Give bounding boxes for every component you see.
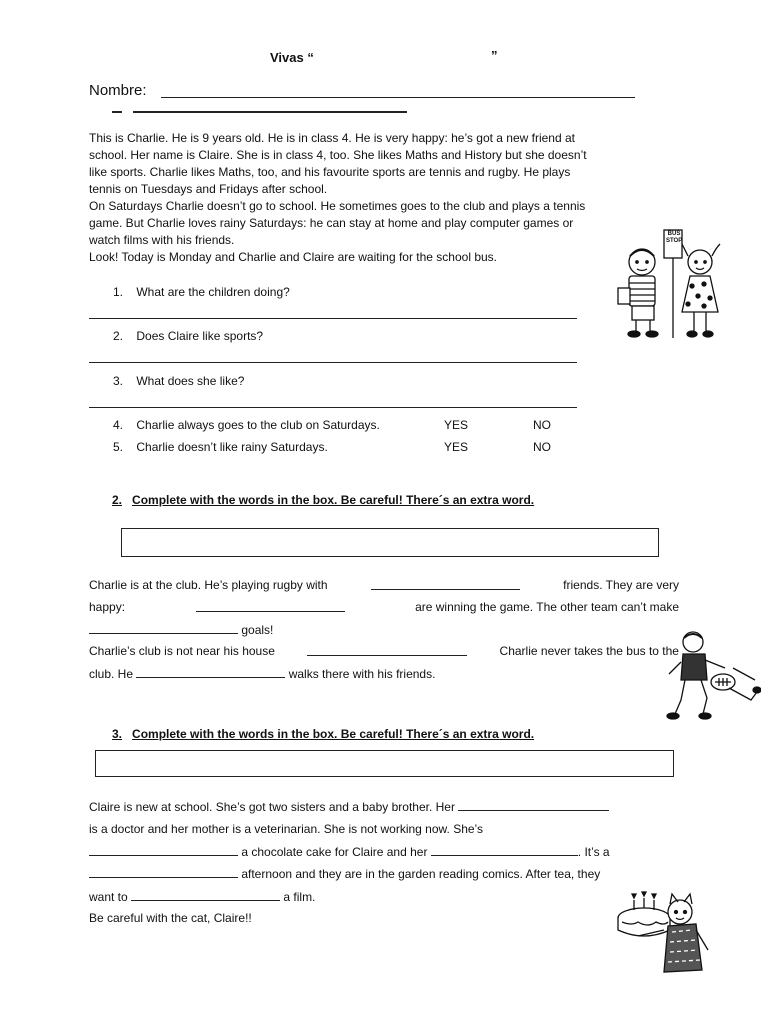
question-number: 3.: [113, 374, 124, 388]
paragraph-line: school. Her name is Claire. She is in class 4, too. She likes Maths and History but she doesn’t: [89, 148, 587, 162]
section-2-heading: [112, 493, 534, 507]
section-3-line-3: [89, 843, 610, 861]
text-fragment: Charlie never takes the bus to the: [499, 644, 679, 658]
question-2: [113, 329, 263, 343]
question-number: 4.: [113, 418, 124, 432]
bus-stop-sign: [666, 231, 682, 245]
text-fragment: . It’s a: [577, 845, 610, 859]
text-fragment: a chocolate cake for Claire and her: [241, 845, 428, 859]
section-2-line-4: [89, 643, 679, 660]
question-number: 5.: [113, 440, 124, 454]
question-text: Charlie always goes to the club on Saturdays.: [136, 418, 380, 432]
text-fragment: a film.: [283, 890, 316, 904]
sign-text-bus: BUS: [667, 231, 681, 237]
paragraph-line: This is Charlie. He is 9 years old. He is in class 4. He is very happy: he’s got a new friend at: [89, 131, 575, 145]
section-3-line-2: [89, 821, 483, 838]
paragraph-line: like sports. Charlie likes Maths, too, and his favourite sports are tennis and rugby. He plays: [89, 165, 571, 179]
paragraph-line: game. But Charlie loves rainy Saturdays: he can stay at home and play computer games or: [89, 216, 574, 230]
vivas-label: Vivas “: [270, 50, 314, 65]
section-3-line-1: [89, 798, 609, 816]
text-fragment: Charlie’s club is not near his house: [89, 644, 275, 658]
question-text: Charlie doesn’t like rainy Saturdays.: [136, 440, 328, 454]
section-2-line-2: [89, 599, 679, 616]
blank-field[interactable]: [89, 621, 238, 634]
reading-paragraph: [89, 130, 587, 266]
section-3-heading: [112, 727, 534, 741]
text-fragment: is a doctor and her mother is a veterinarian. She is not working now. She’s: [89, 822, 483, 836]
no-option-5[interactable]: NO: [533, 440, 551, 454]
blank-field[interactable]: [458, 798, 609, 811]
question-4: [113, 418, 380, 432]
paragraph-line: watch films with his friends.: [89, 233, 235, 247]
rugby-players-illustration: [655, 628, 761, 720]
answer-line-1[interactable]: [89, 318, 577, 319]
question-number: 1.: [113, 285, 124, 299]
nombre-label: Nombre:: [89, 82, 147, 99]
blank-field[interactable]: [89, 865, 238, 878]
question-3: [113, 374, 244, 388]
text-fragment: goals!: [241, 623, 274, 637]
text-fragment: happy:: [89, 600, 126, 614]
dash-mark: [112, 111, 122, 113]
blank-field[interactable]: [89, 843, 238, 856]
vivas-close-quote: ”: [491, 48, 498, 63]
text-fragment: walks there with his friends.: [288, 667, 436, 681]
paragraph-line: On Saturdays Charlie doesn’t go to school. He sometimes goes to the club and plays a tennis: [89, 199, 586, 213]
sign-text-stop: STOP: [666, 238, 683, 244]
blank-field[interactable]: [307, 643, 467, 656]
word-box-2: [121, 528, 659, 557]
section-2-line-3: [89, 621, 273, 639]
blank-field[interactable]: [371, 577, 520, 590]
section-title: Complete with the words in the box. Be careful! There´s an extra word.: [132, 493, 535, 507]
second-name-line[interactable]: [133, 111, 407, 113]
section-3-line-4: [89, 865, 600, 883]
question-1: [113, 285, 290, 299]
blank-field[interactable]: [136, 665, 285, 678]
text-fragment: want to: [89, 890, 128, 904]
no-option-4[interactable]: NO: [533, 418, 551, 432]
cake-cat-illustration: [608, 890, 714, 990]
question-text: What are the children doing?: [136, 285, 290, 299]
text-fragment: Claire is new at school. She’s got two sisters and a baby brother. Her: [89, 800, 455, 814]
text-fragment: friends. They are very: [563, 578, 679, 592]
answer-line-2[interactable]: [89, 362, 577, 363]
answer-line-3[interactable]: [89, 407, 577, 408]
yes-option-4[interactable]: YES: [444, 418, 469, 432]
section-number: 2.: [112, 493, 123, 507]
section-number: 3.: [112, 727, 123, 741]
blank-field[interactable]: [131, 888, 280, 901]
blank-field[interactable]: [196, 599, 345, 612]
text-fragment: afternoon and they are in the garden reading comics. After tea, they: [241, 867, 601, 881]
section-3-line-6: Be careful with the cat, Claire!!: [89, 911, 252, 925]
paragraph-line: tennis on Tuesdays and Fridays after school.: [89, 182, 328, 196]
blank-field[interactable]: [431, 843, 578, 856]
paragraph-line: Look! Today is Monday and Charlie and Claire are waiting for the school bus.: [89, 250, 498, 264]
section-title: Complete with the words in the box. Be careful! There´s an extra word.: [132, 727, 535, 741]
question-text: Does Claire like sports?: [136, 329, 264, 343]
section-2-line-5: [89, 665, 435, 683]
section-3-line-5: [89, 888, 315, 906]
question-number: 2.: [113, 329, 124, 343]
yes-option-5[interactable]: YES: [444, 440, 469, 454]
question-text: What does she like?: [136, 374, 245, 388]
word-box-3: [95, 750, 674, 777]
text-fragment: Charlie is at the club. He’s playing rugby with: [89, 578, 328, 592]
text-fragment: club. He: [89, 667, 134, 681]
question-5: [113, 440, 328, 454]
section-2-line-1: [89, 577, 679, 594]
nombre-input-line[interactable]: [161, 97, 635, 98]
text-fragment: are winning the game. The other team can’t make: [415, 600, 679, 614]
